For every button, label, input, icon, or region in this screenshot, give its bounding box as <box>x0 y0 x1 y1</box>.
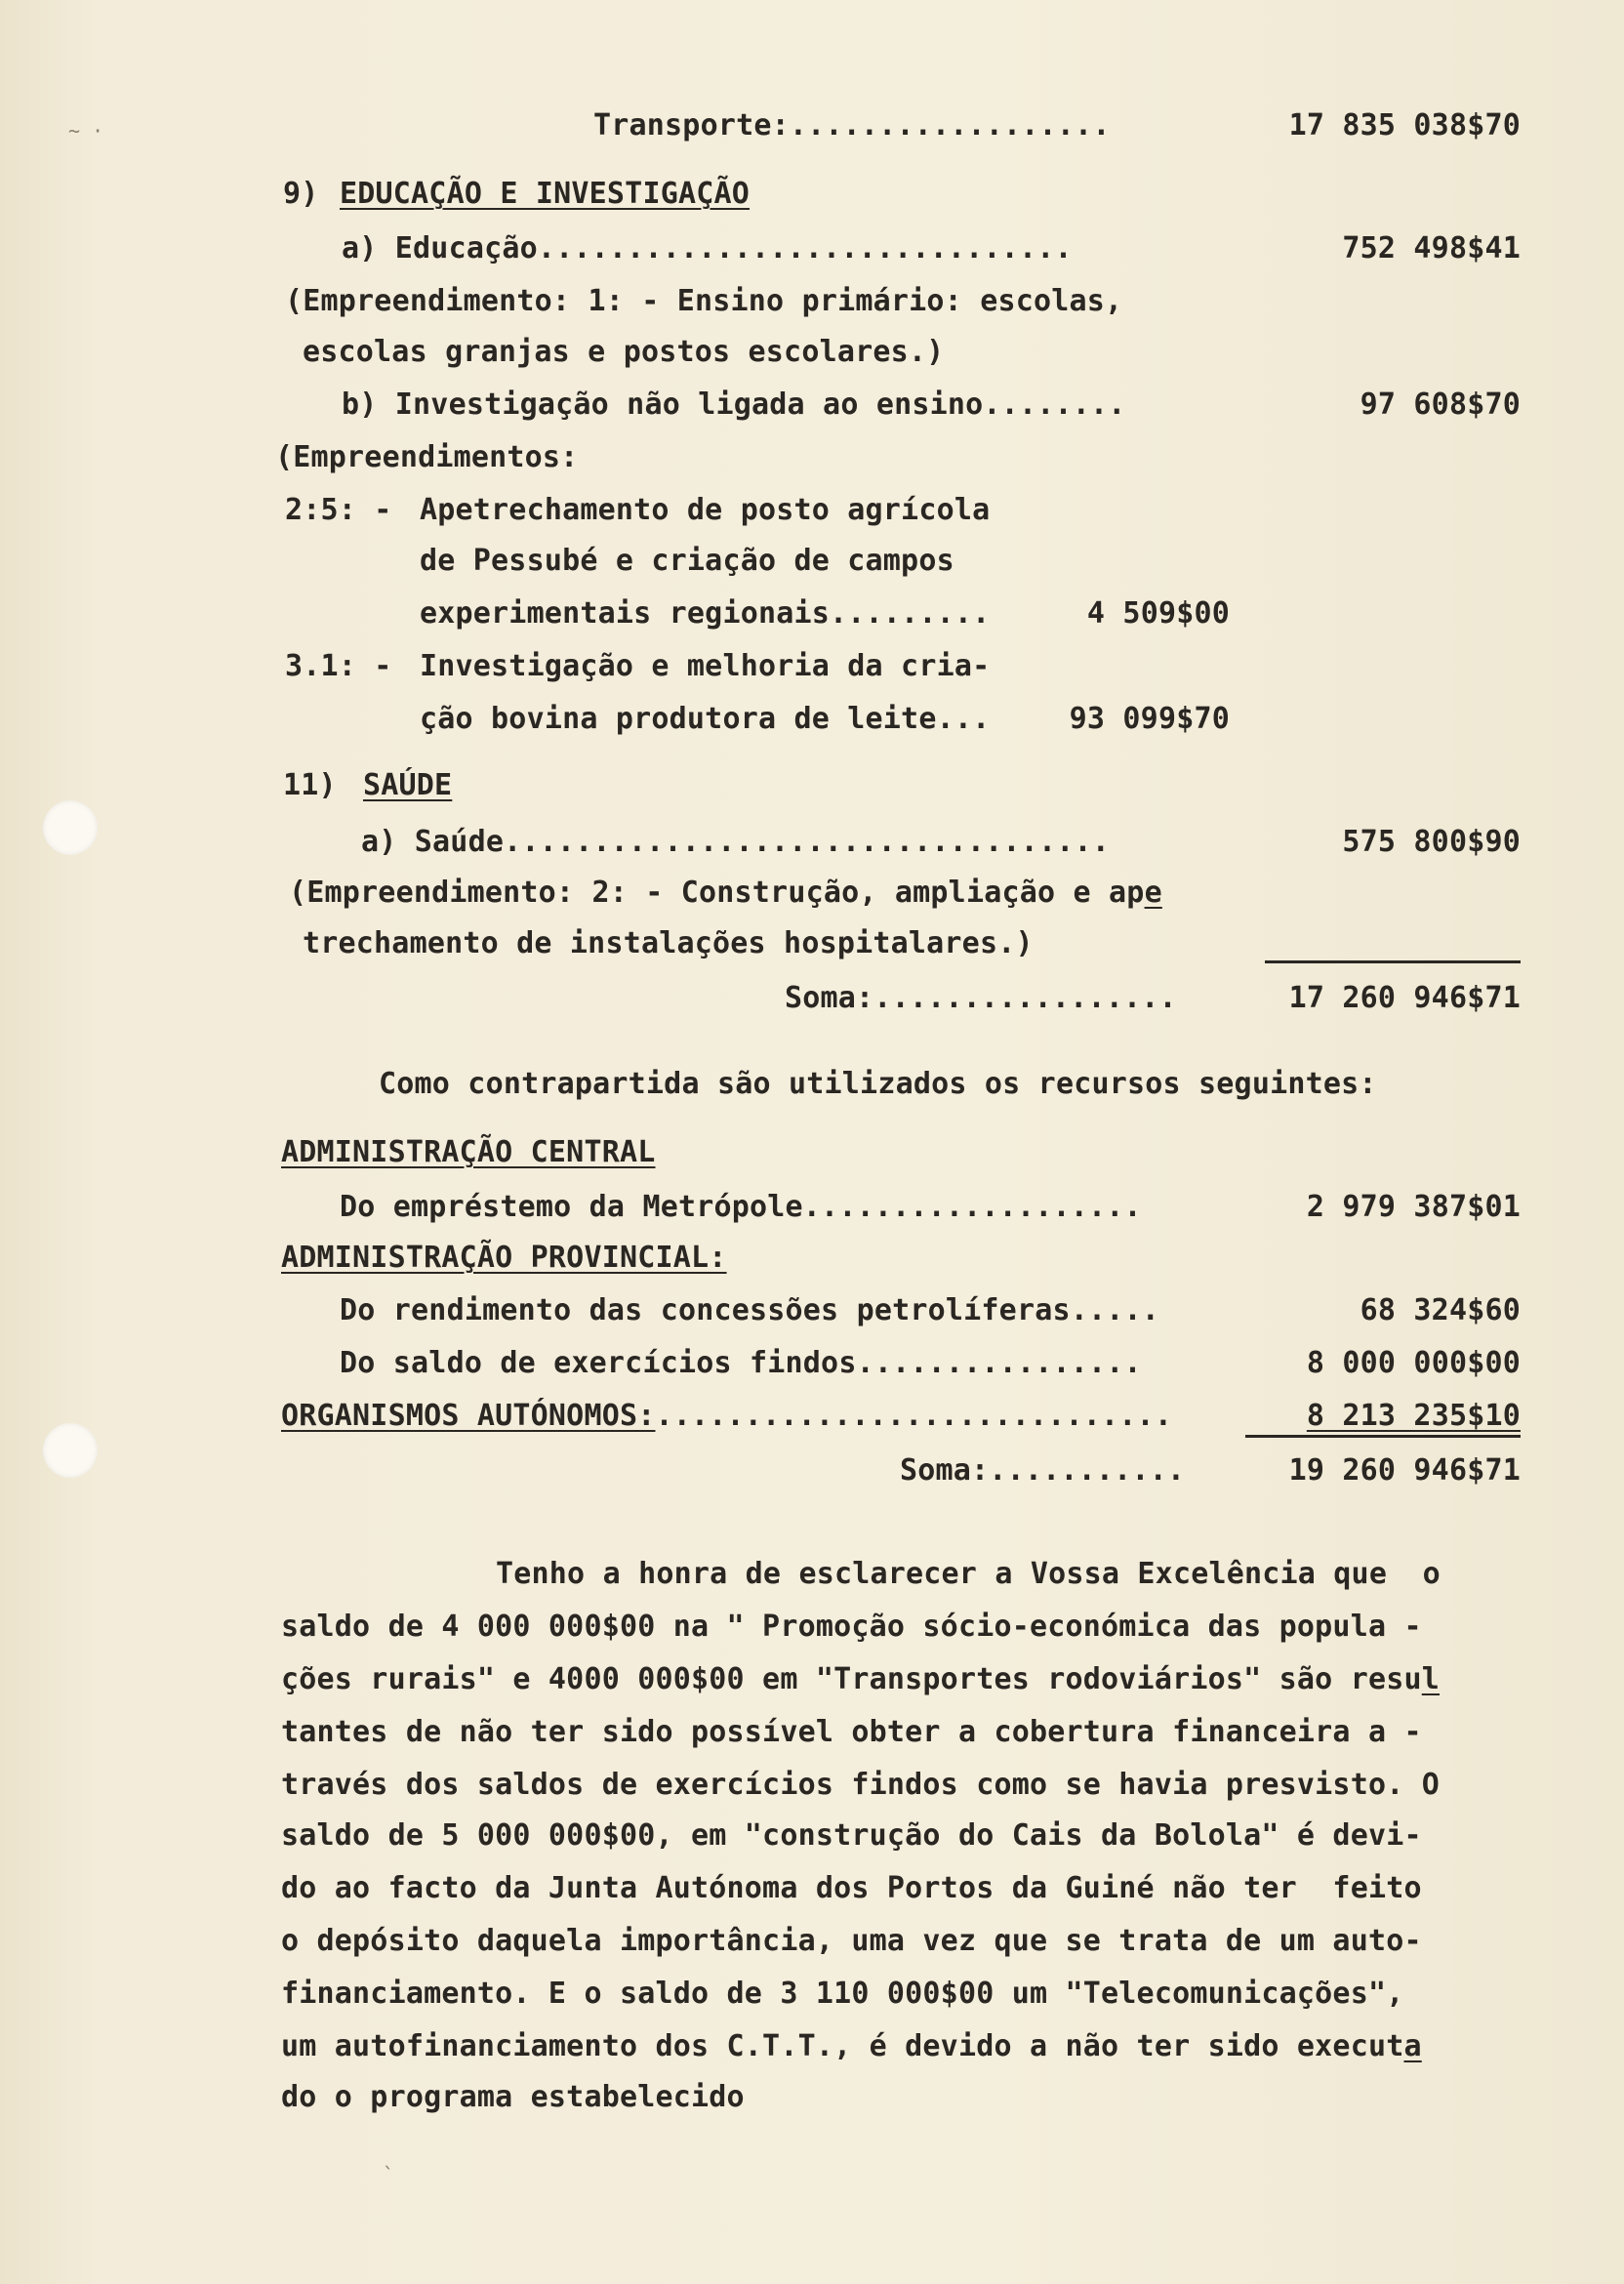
central-admin-title: ADMINISTRAÇÃO CENTRAL <box>281 1135 656 1169</box>
paragraph-line-10-underlined: a <box>1403 2029 1422 2063</box>
autonomous-dots: ............................. <box>655 1399 1173 1433</box>
provincial-item-1: Do rendimento das concessões petrolíferas..... <box>340 1293 1160 1327</box>
central-admin-item: Do empréstemo da Metrópole................... <box>340 1190 1142 1224</box>
transporte-amount: 17 835 038$70 <box>1288 108 1521 143</box>
paragraph-line-3 <box>281 1661 1440 1698</box>
research-label: b) Investigação não ligada ao ensino........ <box>342 387 1126 422</box>
autonomous-row <box>281 1398 1172 1435</box>
health-note-2: trechamento de instalações hospitalares.) <box>303 926 1034 960</box>
section-11-title: SAÚDE <box>363 768 453 802</box>
item-2-5-code: 2:5: - <box>285 493 392 527</box>
paragraph-line-6: saldo de 5 000 000$00, em "construção do Cais da Bolola" é devi- <box>281 1818 1422 1853</box>
health-note-1-text: (Empreendimento: 2: - Construção, ampliação e ap <box>289 876 1145 910</box>
education-amount: 752 498$41 <box>1342 231 1521 265</box>
health-label: a) Saúde.................................. <box>361 825 1110 859</box>
item-3-1-code: 3.1: - <box>285 649 392 683</box>
paragraph-line-8: o depósito daquela importância, uma vez que se trata de um auto- <box>281 1924 1422 1958</box>
sum-1-label: Soma:................. <box>785 981 1177 1015</box>
item-2-5-line-3: experimentais regionais......... <box>420 596 991 631</box>
paragraph-line-3-underlined: l <box>1421 1662 1441 1696</box>
autonomous-title: ORGANISMOS AUTÓNOMOS: <box>281 1399 656 1433</box>
paragraph-line-9: financiamento. E o saldo de 3 110 000$00 um "Telecomunicações", <box>281 1977 1404 2011</box>
item-2-5-line-1: Apetrechamento de posto agrícola <box>420 493 991 527</box>
punch-hole-bottom <box>43 1423 98 1478</box>
health-note-1-underlined: e <box>1144 876 1162 910</box>
item-2-5-line-2: de Pessubé e criação de campos <box>420 544 954 578</box>
resources-intro: Como contrapartida são utilizados os recursos seguintes: <box>379 1067 1377 1101</box>
transporte-label: Transporte:.................. <box>593 108 1111 143</box>
item-3-1-line-1: Investigação e melhoria da cria- <box>420 649 991 683</box>
subtotal-rule-2 <box>1245 1435 1521 1438</box>
health-amount: 575 800$90 <box>1342 825 1521 859</box>
punch-hole-top <box>43 800 98 855</box>
item-3-1-line-2: ção bovina produtora de leite... <box>420 702 991 736</box>
section-9-number: 9) <box>283 177 319 211</box>
research-note: (Empreendimentos: <box>275 440 579 474</box>
paragraph-line-10 <box>281 2028 1422 2065</box>
education-note-2: escolas granjas e postos escolares.) <box>303 335 945 369</box>
provincial-amount-2: 8 000 000$00 <box>1306 1346 1521 1380</box>
section-11-number: 11) <box>283 768 337 802</box>
paragraph-line-11: do o programa estabelecido <box>281 2080 745 2114</box>
central-admin-amount: 2 979 387$01 <box>1306 1190 1521 1224</box>
paragraph-line-10-text: um autofinanciamento dos C.T.T., é devido a não ter sido execut <box>281 2029 1404 2063</box>
paragraph-line-5: través dos saldos de exercícios findos como se havia presvisto. O <box>281 1768 1440 1802</box>
item-2-5-amount: 4 509$00 <box>1086 596 1230 631</box>
stray-mark: ~ · <box>68 119 104 143</box>
research-amount: 97 608$70 <box>1360 387 1521 422</box>
education-label: a) Educação.............................. <box>342 231 1073 265</box>
autonomous-amount: 8 213 235$10 <box>1306 1399 1521 1433</box>
sum-1-amount: 17 260 946$71 <box>1288 981 1521 1015</box>
health-note-1 <box>289 875 1162 912</box>
subtotal-rule-1 <box>1265 960 1521 963</box>
provincial-item-2: Do saldo de exercícios findos................ <box>340 1346 1142 1380</box>
paragraph-line-1: Tenho a honra de esclarecer a Vossa Excelência que o <box>496 1557 1441 1591</box>
education-note-1: (Empreendimento: 1: - Ensino primário: escolas, <box>285 284 1123 318</box>
sum-2-label: Soma:........... <box>900 1453 1186 1488</box>
provincial-amount-1: 68 324$60 <box>1360 1293 1521 1327</box>
paragraph-line-3-text: ções rurais" e 4000 000$00 em "Transportes rodoviários" são resu <box>281 1662 1422 1696</box>
paragraph-line-7: do ao facto da Junta Autónoma dos Portos da Guiné não ter feito <box>281 1871 1422 1905</box>
sum-2-amount: 19 260 946$71 <box>1288 1453 1521 1488</box>
paragraph-line-2: saldo de 4 000 000$00 na " Promoção sócio-económica das popula - <box>281 1610 1422 1644</box>
provincial-admin-title: ADMINISTRAÇÃO PROVINCIAL: <box>281 1241 727 1275</box>
stray-mark-bottom: ` <box>383 2163 395 2186</box>
paragraph-line-4: tantes de não ter sido possível obter a cobertura financeira a - <box>281 1715 1422 1749</box>
item-3-1-amount: 93 099$70 <box>1069 702 1230 736</box>
section-9-title: EDUCAÇÃO E INVESTIGAÇÃO <box>340 177 751 211</box>
